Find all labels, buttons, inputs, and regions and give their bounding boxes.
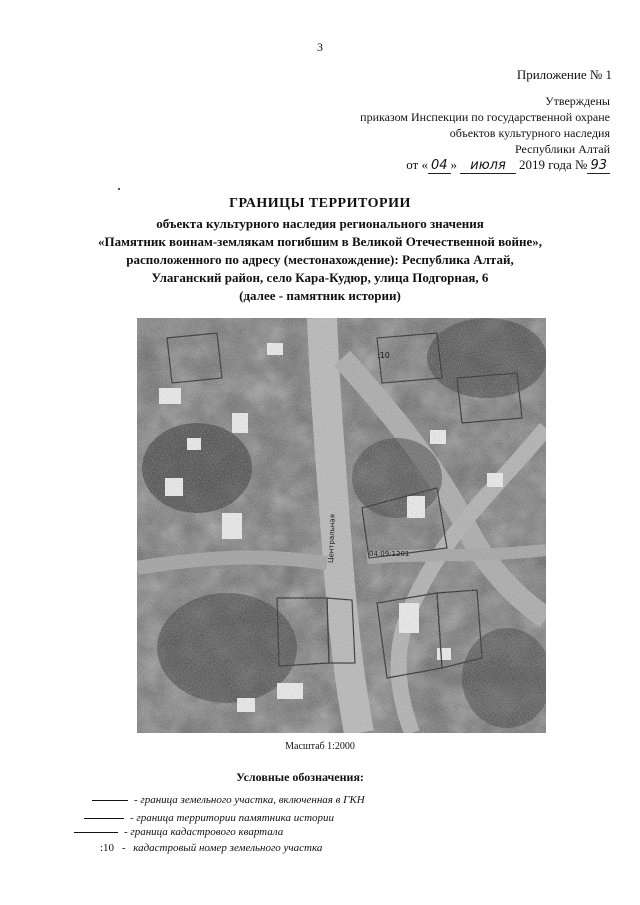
legend-line-icon	[74, 832, 118, 833]
heading-line: Улаганский район, село Кара-Кудюр, улица Подгорная, 6	[151, 270, 489, 285]
legend-text: - граница территории памятника истории	[130, 812, 335, 824]
handwritten-day: 04	[428, 158, 451, 174]
scan-speck	[118, 188, 120, 190]
heading-line: «Памятник воинам-землякам погибшим в Великой Отечественной войне»,	[97, 234, 543, 249]
legend-row-code	[100, 842, 322, 854]
approval-line: приказом Инспекции по государственной охране	[360, 110, 610, 124]
legend-line-icon	[92, 800, 128, 801]
date-mid: »	[450, 157, 461, 172]
appendix-label: Приложение № 1	[516, 67, 612, 82]
legend-row-monument	[84, 812, 334, 824]
year-text: 2019 года №	[515, 157, 588, 172]
handwritten-number: 93	[587, 158, 610, 174]
satellite-map	[137, 318, 546, 733]
street-label: Центральная	[327, 514, 337, 564]
legend-text: - граница кадастрового квартала	[124, 826, 284, 838]
date-prefix: от «	[406, 157, 428, 172]
approval-line: объектов культурного наследия	[449, 126, 610, 140]
heading-line: расположенного по адресу (местонахождение): Республика Алтай,	[126, 252, 514, 267]
legend-row-quarter	[74, 826, 283, 838]
parcel-label-mid: 04:09:1201	[369, 550, 410, 558]
legend-title: Условные обозначения:	[236, 770, 364, 784]
legend-code: :10	[100, 842, 115, 854]
approval-title: Утверждены	[545, 94, 610, 108]
legend-code-dash: -	[121, 842, 126, 854]
legend-text: - граница земельного участка, включенная в ГКН	[134, 794, 365, 806]
map-grain	[137, 318, 546, 733]
heading-line: объекта культурного наследия регионального значения	[156, 216, 484, 231]
document-title: ГРАНИЦЫ ТЕРРИТОРИИ	[229, 196, 411, 211]
scale-label: Масштаб 1:2000	[285, 741, 355, 752]
parcel-label-top: :10	[377, 351, 390, 360]
heading-line: (далее - памятник истории)	[239, 288, 401, 303]
approval-line: Республики Алтай	[515, 142, 610, 156]
legend-line-icon	[84, 818, 124, 819]
legend-text: кадастровый номер земельного участка	[133, 842, 323, 854]
page-number: 3	[317, 40, 323, 54]
legend-row-parcel	[92, 794, 365, 806]
handwritten-month: июля	[460, 158, 516, 174]
order-date-line	[406, 157, 610, 173]
